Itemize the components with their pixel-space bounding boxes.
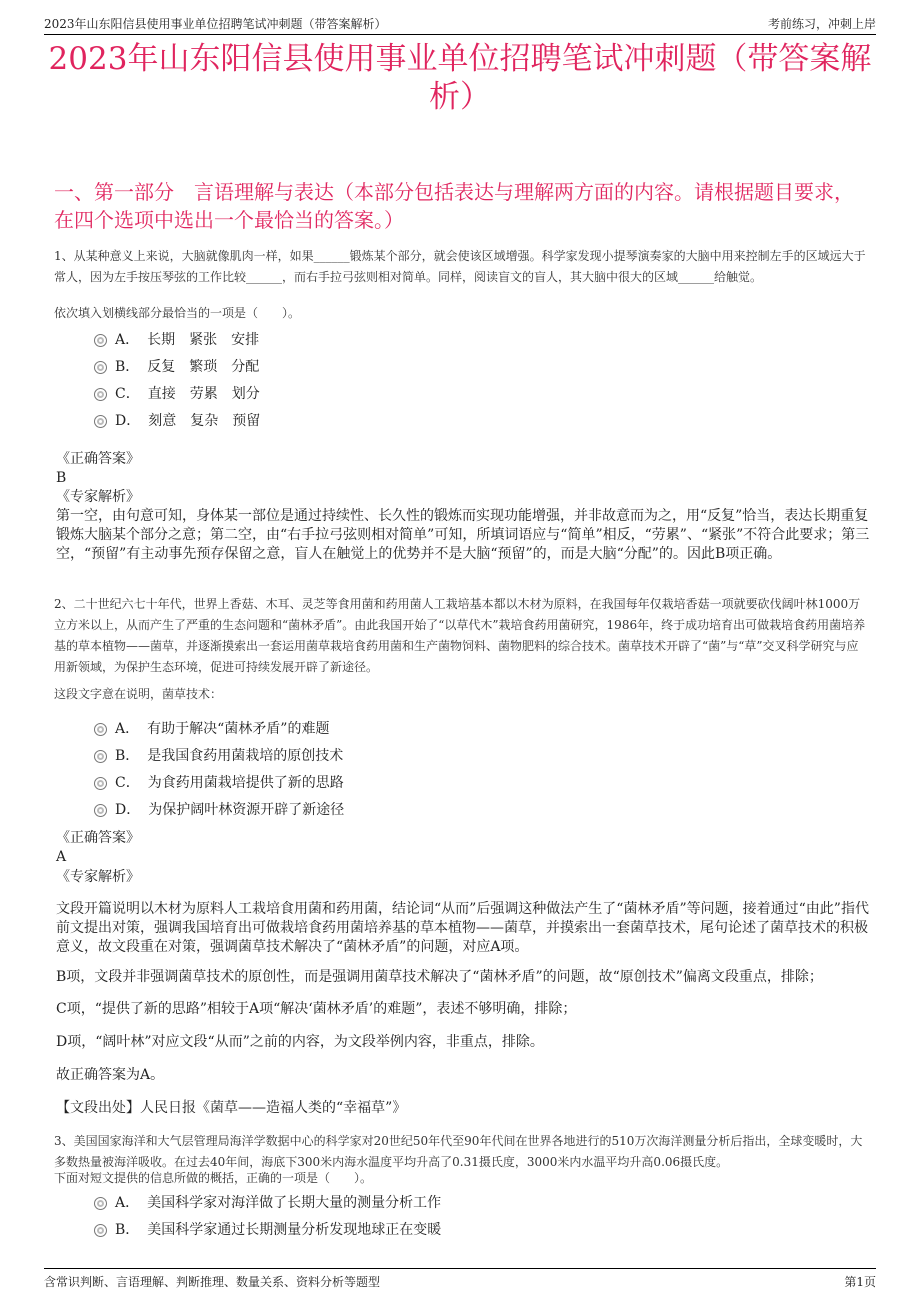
question-3-stem: 3、美国国家海洋和大气层管理局海洋学数据中心的科学家对20世纪50年代至90年代间在世界各地进行的510万次海洋测量分析后指出，全球变暖时，大多数热量被海洋吸收。在过去40年间，海底下300米内海水温度平均升高了0.31摄氏度，3000米内水温平均升高0.06摄氏度。 [54,1134,863,1169]
radio-icon[interactable] [94,388,107,401]
radio-icon[interactable] [94,804,107,817]
option-c[interactable]: C． 直接 劳累 划分 [94,379,260,406]
section-heading: 一、第一部分 言语理解与表达（本部分包括表达与理解两方面的内容。请根据题目要求，在四个选项中选出一个最恰当的答案。） [54,180,854,232]
analysis-label: 《专家解析》 [56,489,140,505]
question-3-options [94,1188,441,1242]
analysis-paragraph: 文段开篇说明以木材为原料人工栽培食用菌和药用菌，结论词“从而”后强调这种做法产生了“菌林矛盾”等问题，接着通过“由此”指代前文提出对策，强调我国培育出可做栽培食药用菌培养基的草本植物——菌草，并摸索出一套菌草技术，尾句论述了菌草技术的积极意义，故文段重在对策，强调菌草技术解决了“菌林矛盾”的问题，对应A项。 [56,901,869,955]
option-c[interactable]: C． 为食药用菌栽培提供了新的思路 [94,768,344,795]
radio-icon[interactable] [94,415,107,428]
answer-label: 《正确答案》 [56,830,140,846]
question-1-stem: 1、从某种意义上来说，大脑就像肌肉一样，如果______锻炼某个部分，就会使该区域增强。科学家发现小提琴演奏家的大脑中用来控制左手的区域远大于常人，因为左手按压琴弦的工作比较______，而右手拉弓弦则相对简单。同样，阅读盲文的盲人，其大脑中很大的区域______给触觉。 [54,249,866,284]
option-b[interactable]: B． 反复 繁琐 分配 [94,352,260,379]
header-title: 2023年山东阳信县使用事业单位招聘笔试冲刺题（带答案解析） [44,17,387,31]
radio-icon[interactable] [94,723,107,736]
analysis-paragraph: D项，“阔叶林”对应文段“从而”之前的内容，为文段举例内容，非重点，排除。 [56,1034,544,1050]
question-2-stem: 2、二十世纪六七十年代，世界上香菇、木耳、灵芝等食用菌和药用菌人工栽培基本都以木材为原料，在我国每年仅栽培香菇一项就要砍伐阔叶林1000万立方米以上，从而产生了严重的生态问题和“菌林矛盾”。由此我国开始了“以草代木”栽培食药用菌研究，1986年，终于成功培育出可做栽培食药用菌培养基的草本植物——菌草，并逐渐摸索出一套运用菌草栽培食药用菌和生产菌物饲料、菌物肥料的综合技术。菌草技术开辟了“菌”与“草”交叉科学研究与应用新领域，为保护生态环境，促进可持续发展开辟了新途径。 [54,597,866,674]
analysis-paragraph: 故正确答案为A。 [56,1067,165,1083]
answer-label: 《正确答案》 [56,451,140,467]
page-footer [44,1268,876,1290]
option-d[interactable]: D． 为保护阔叶林资源开辟了新途径 [94,795,344,822]
option-b[interactable]: B． 美国科学家通过长期测量分析发现地球正在变暖 [94,1215,441,1242]
radio-icon[interactable] [94,777,107,790]
option-b[interactable]: B． 是我国食药用菌栽培的原创技术 [94,741,344,768]
header-slogan: 考前练习，冲刺上岸 [767,17,876,31]
analysis-paragraph: B项，文段并非强调菌草技术的原创性，而是强调用菌草技术解决了“菌林矛盾”的问题，故“原创技术”偏离文段重点，排除； [56,969,823,985]
option-a[interactable]: A． 长期 紧张 安排 [94,325,260,352]
question-2-options [94,714,344,822]
source-citation: 【文段出处】人民日报《菌草——造福人类的“幸福草”》 [56,1100,407,1116]
option-a[interactable]: A． 美国科学家对海洋做了长期大量的测量分析工作 [94,1188,441,1215]
analysis-text: 第一空，由句意可知，身体某一部位是通过持续性、长久性的锻炼而实现功能增强，并非故意而为之，用“反复”恰当，表达长期重复锻炼大脑某个部分之意；第二空，由“右手拉弓弦则相对简单”可知，所填词语应与“简单”相反，“劳累”、“紧张”不符合此要求；第三空，“预留”有主动事先预存保留之意，盲人在触觉上的优势并不是大脑“预留”的，而是大脑“分配”的。因此B项正确。 [56,508,870,562]
question-3-prompt: 下面对短文提供的信息所做的概括，正确的一项是（ ）。 [54,1171,373,1185]
radio-icon[interactable] [94,334,107,347]
footer-note: 含常识判断、言语理解、判断推理、数量关系、资料分析等题型 [44,1275,381,1289]
option-a[interactable]: A． 有助于解决“菌林矛盾”的难题 [94,714,344,741]
page-title: 2023年山东阳信县使用事业单位招聘笔试冲刺题（带答案解析） [48,41,872,115]
analysis-paragraph: C项，“提供了新的思路”相较于A项“解决‘菌林矛盾’的难题”，表述不够明确，排除； [56,1001,577,1017]
question-1-options [94,325,260,433]
question-1-prompt: 依次填入划横线部分最恰当的一项是（ ）。 [54,306,301,320]
radio-icon[interactable] [94,1197,107,1210]
radio-icon[interactable] [94,750,107,763]
answer-value: A [56,849,67,865]
option-d[interactable]: D． 刻意 复杂 预留 [94,406,260,433]
radio-icon[interactable] [94,361,107,374]
answer-value: B [56,470,67,486]
radio-icon[interactable] [94,1224,107,1237]
page-header [44,10,876,35]
question-2-prompt: 这段文字意在说明，菌草技术： [54,687,223,701]
page-number: 第1页 [844,1275,876,1289]
analysis-label: 《专家解析》 [56,869,140,885]
